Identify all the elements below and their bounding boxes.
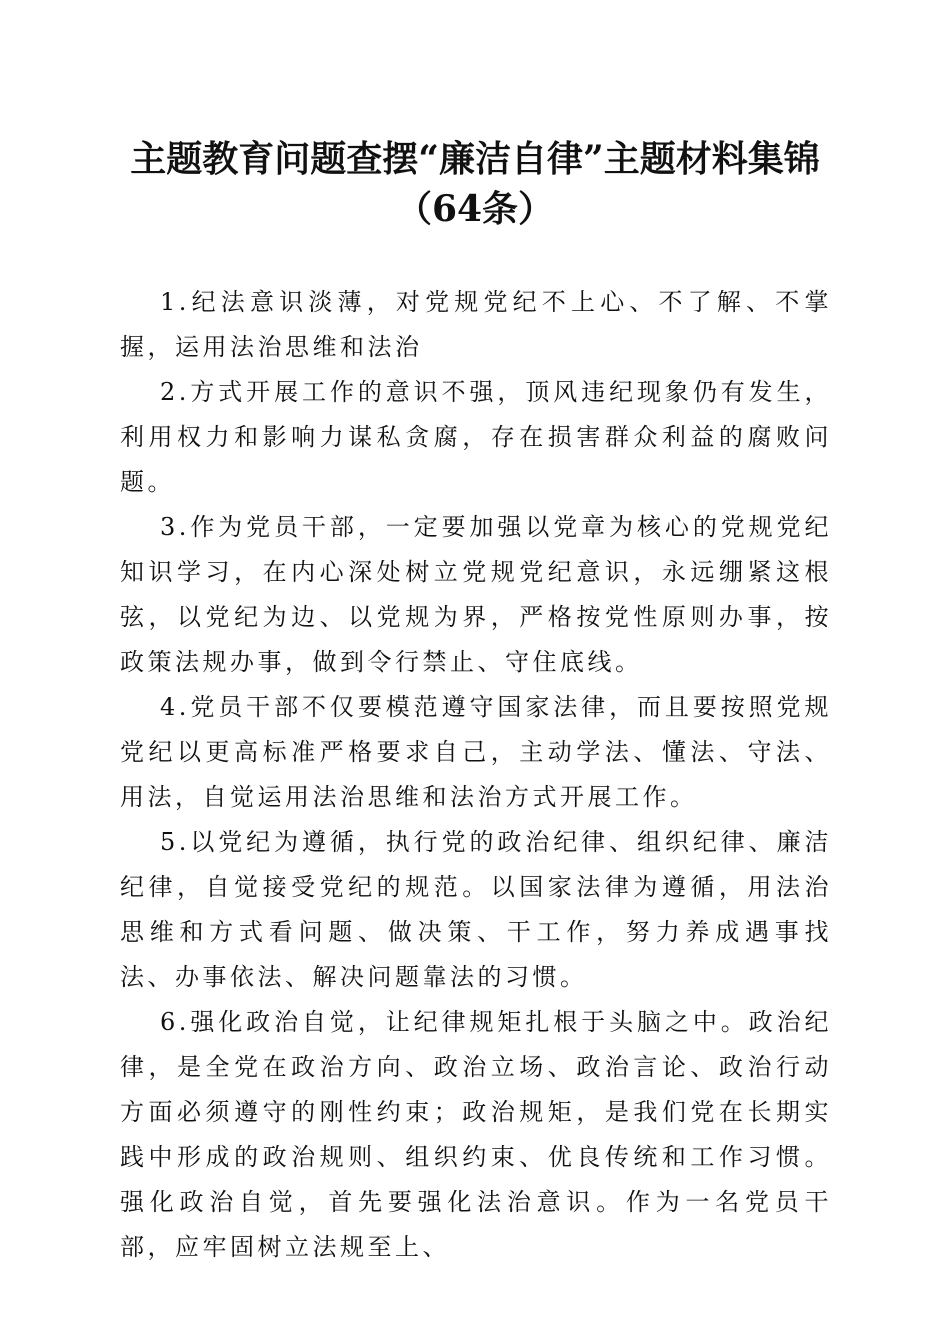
paragraph-5: 5.以党纪为遵循，执行党的政治纪律、组织纪律、廉洁纪律，自觉接受党纪的规范。以国家法律为遵循，用法治思维和方式看问题、做决策、干工作，努力养成遇事找法、办事依法、解决问题靠法的习惯。 xyxy=(120,828,832,991)
paragraph-4: 4.党员干部不仅要模范遵守国家法律，而且要按照党规党纪以更高标准严格要求自己，主动学法、懂法、守法、用法，自觉运用法治思维和法治方式开展工作。 xyxy=(120,693,832,811)
paragraph-2: 2.方式开展工作的意识不强，顶风违纪现象仍有发生，利用权力和影响力谋私贪腐，存在损害群众利益的腐败问题。 xyxy=(120,378,832,496)
document-title xyxy=(60,134,890,234)
paragraph-3: 3.作为党员干部，一定要加强以党章为核心的党规党纪知识学习，在内心深处树立党规党纪意识，永远绷紧这根弦，以党纪为边、以党规为界，严格按党性原则办事，按政策法规办事，做到令行禁止、守住底线。 xyxy=(120,513,832,676)
paragraph-6: 6.强化政治自觉，让纪律规矩扎根于头脑之中。政治纪律，是全党在政治方向、政治立场、政治言论、政治行动方面必须遵守的刚性约束；政治规矩，是我们党在长期实践中形成的政治规则、组织约束、优良传统和工作习惯。强化政治自觉，首先要强化法治意识。作为一名党员干部，应牢固树立法规至上、 xyxy=(120,1008,832,1261)
title-line-main: 主题教育问题查摆“廉洁自律”主题材料集锦 xyxy=(130,138,820,180)
paragraph-1: 1.纪法意识淡薄，对党规党纪不上心、不了解、不掌握，运用法治思维和法治 xyxy=(120,288,832,361)
title-line-count: （64条） xyxy=(395,188,555,230)
document-body xyxy=(120,280,832,1270)
